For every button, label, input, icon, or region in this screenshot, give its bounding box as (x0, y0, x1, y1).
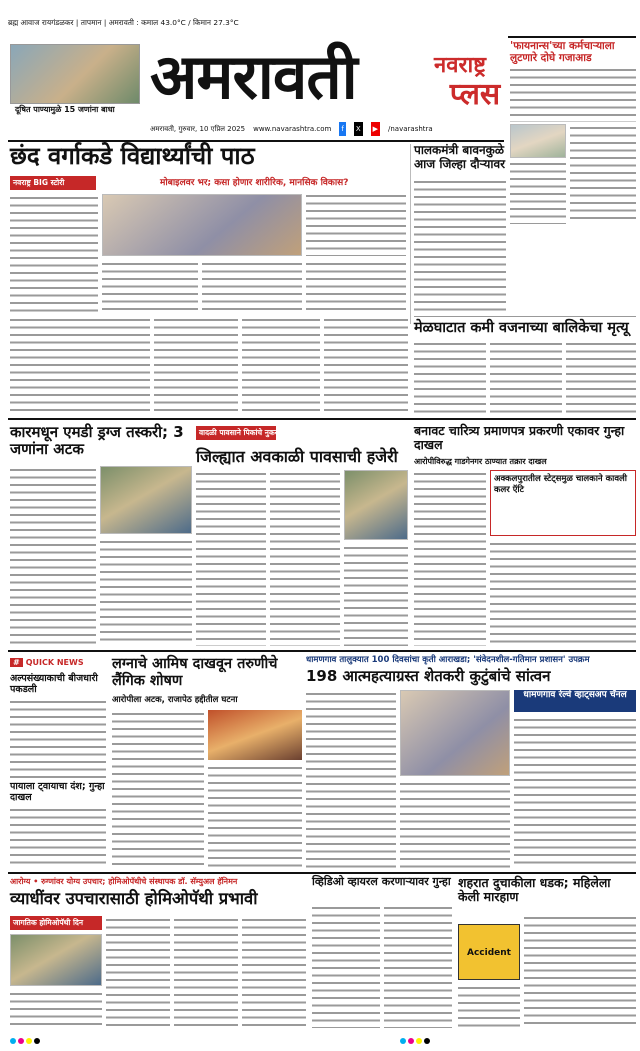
rain-strap: वादळी पावसाने पिकांचे नुकसान • अचलपुरात टीनपत्रे उडाले (196, 426, 276, 440)
quick-body1 (10, 698, 106, 778)
health-headline: व्याधींवर उपचारासाठी होमिओपॅथी प्रभावी (10, 889, 258, 908)
lead-tag: नवराष्ट्र BIG स्टोरी (10, 176, 96, 190)
quick-news-label (10, 656, 106, 670)
bike-body2 (458, 984, 520, 1028)
lead-body-col3 (102, 260, 198, 312)
lead-body-col2 (306, 192, 406, 256)
drugs-body1 (10, 466, 96, 646)
dateline-bar (150, 122, 510, 136)
assault-headline: लग्नाचे आमिष दाखवून तरुणीचे लैंगिक शोषण (112, 656, 278, 689)
registration-marks (400, 1038, 430, 1044)
hash-icon: # (10, 658, 23, 667)
lead-kicker: मोबाइलवर भर; कसा होणार शारीरिक, मानसिक विकास? (160, 178, 349, 188)
dateline: अमरावती, गुरुवार, 10 एप्रिल 2025 (150, 125, 246, 133)
divider (410, 144, 411, 324)
farmers-body1 (306, 690, 396, 868)
lead-body-col9 (324, 316, 408, 412)
yellow-dot (416, 1038, 422, 1044)
farmers-body2 (400, 780, 510, 868)
assault-photo (208, 710, 302, 760)
health-tag: जागतिक होमिओपॅथी दिन (10, 916, 102, 930)
quick-body2 (10, 806, 106, 868)
cert-headline: बनावट चारित्र्य प्रमाणपत्र प्रकरणी एकावर गुन्हा दाखल (414, 423, 625, 453)
accident-badge: अक्कलपुरातील स्टेट्समुळ चालकाने कावली कलर ऍटि (490, 470, 636, 536)
health-strap: आरोग्य • रुग्णांवर योग्य उपचार; होमिओपॅथीचे संस्थापक डॉ. सॅम्युअल हॅनिमन (10, 877, 238, 886)
magenta-dot (408, 1038, 414, 1044)
lead-body-col1 (10, 194, 98, 312)
magenta-dot (18, 1038, 24, 1044)
divider (8, 650, 636, 652)
rain-photo (344, 470, 408, 540)
lead-body-col7 (154, 316, 238, 412)
rain-headline: जिल्ह्यात अवकाळी पावसाची हजेरी (196, 447, 398, 466)
teaser-photo (10, 44, 140, 104)
rain-body3 (344, 544, 408, 646)
yellow-dot (26, 1038, 32, 1044)
phone-photo (510, 124, 566, 158)
rail-body (514, 716, 636, 868)
quick-item1: अल्पसंख्याकाची बीजधारी पकडली (10, 673, 98, 695)
assault-sub: आरोपीला अटक, राजापेठ हद्दीतील घटना (112, 695, 238, 705)
topright-headline: 'फायनान्स'च्या कर्मचाऱ्याला लुटणारे दोघे गजाआड (510, 40, 615, 65)
health-body3 (242, 916, 306, 1028)
masthead-title: अमरावती (150, 40, 357, 113)
social-icon: X (354, 122, 363, 136)
lead-body-col8 (242, 316, 320, 412)
rain-body2 (270, 470, 340, 646)
health-body2 (174, 916, 238, 1028)
divider (8, 872, 636, 874)
divider (414, 316, 636, 317)
accident-sign-text: Accident (467, 948, 511, 958)
bike-body1 (524, 914, 636, 1028)
weather-strip: ब्रह्म आवाज रायगंडळकर | तापमान | अमरावती : कमाल 43.0°C / किमान 27.3°C (8, 18, 239, 27)
social-handle: /navarashtra (388, 125, 433, 133)
farmers-photo (400, 690, 510, 776)
masthead-brand-top: नवराष्ट्र (434, 53, 486, 78)
girl-body3 (566, 340, 636, 414)
girl-body1 (414, 340, 486, 414)
lead-headline: छंद वर्गाकडे विद्यार्थ्यांची पाठ (10, 142, 255, 170)
lead-body-col4 (202, 260, 302, 312)
website-link[interactable]: www.navarashtra.com (253, 125, 332, 133)
guardian-headline: पालकमंत्री बावनकुळे आज जिल्हा दौऱ्यावर (414, 143, 506, 171)
cyan-dot (400, 1038, 406, 1044)
video-body1 (312, 904, 380, 1028)
lead-photo (102, 194, 302, 256)
topright-body2 (570, 124, 636, 224)
drugs-body2 (100, 538, 192, 646)
teaser-caption: दूषित पाण्यामुळे 15 जणांना बाधा (12, 104, 140, 116)
health-body4 (10, 990, 102, 1028)
rain-body1 (196, 470, 266, 646)
rail-headline: धामणगाव रेल्वे व्हाट्सअप चॅनल (514, 690, 636, 712)
quick-item2: पायाला ट्वायाचा दंश; गुन्हा दाखल (10, 781, 105, 803)
farmers-strap: धामणगाव तालुक्यात 100 दिवसांचा कृती आराखडा; 'संवेदनशील-गतिमान प्रशासन' उपक्रम (306, 655, 590, 665)
drugs-photo (100, 466, 192, 534)
black-dot (34, 1038, 40, 1044)
cert-sub: आरोपीविरुद्ध गाडगेनगर ठाण्यात तक्रार दाखल (414, 457, 547, 466)
health-body1 (106, 916, 170, 1028)
video-headline: व्हिडिओ व्हायरल करणाऱ्यावर गुन्हा (312, 875, 451, 888)
registration-marks (10, 1038, 40, 1044)
drugs-headline: कारमधून एमडी ड्रग्ज तस्करी; 3 जणांना अटक (10, 423, 184, 459)
assault-body2 (208, 764, 302, 868)
girl-body2 (490, 340, 562, 414)
divider (8, 418, 636, 420)
cert-body1 (414, 470, 486, 646)
cyan-dot (10, 1038, 16, 1044)
topright-body (510, 66, 636, 122)
lead-body-col5 (306, 260, 406, 312)
quick-label-text: QUICK NEWS (25, 658, 84, 667)
masthead-brand-bottom: प्लस (449, 77, 501, 112)
guardian-body (414, 178, 506, 312)
video-body2 (384, 904, 452, 1028)
black-dot (424, 1038, 430, 1044)
accident-sign-icon (458, 924, 520, 980)
farmers-headline: 198 आत्महत्याग्रस्त शेतकरी कुटुंबांचे सांत्वन (306, 667, 551, 685)
cert-body2 (490, 540, 636, 646)
divider (508, 36, 636, 38)
girl-headline: मेळघाटात कमी वजनाच्या बालिकेचा मृत्यू (414, 320, 629, 336)
lead-body-col6 (10, 316, 150, 412)
social-icon: ▶ (371, 122, 380, 136)
social-icon: f (339, 122, 345, 136)
bike-headline: शहरात दुचाकीला धडक; महिलेला केली मारहाण (458, 875, 611, 905)
health-photo (10, 934, 102, 986)
topright-body3 (510, 160, 566, 224)
assault-body1 (112, 710, 204, 868)
